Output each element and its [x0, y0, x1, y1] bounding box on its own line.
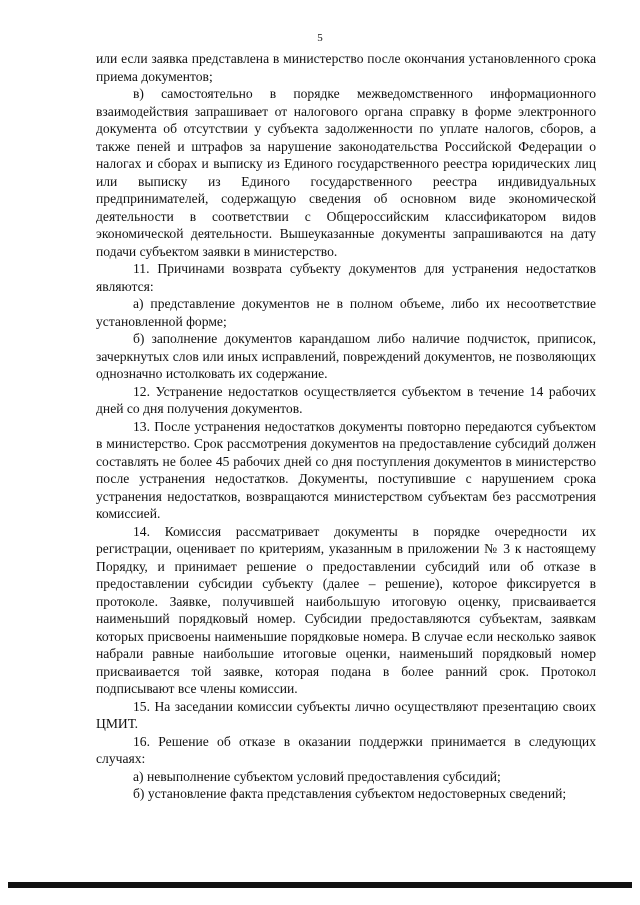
paragraph-item-11: 11. Причинами возврата субъекту документов для устранения недостатков являются: [96, 261, 596, 294]
paragraph-item-16: 16. Решение об отказе в оказании поддержки принимается в следующих случаях: [96, 733, 596, 766]
paragraph-subitem-a: а) представление документов не в полном объеме, либо их несоответствие установленной форме; [96, 296, 596, 329]
paragraph-subitem-v: в) самостоятельно в порядке межведомственного информационного взаимодействия запрашивает от налогового органа справку в форме электронного документа об отсутствии у субъекта задолженности по уплате налогов, сборов, а также пеней и штрафов за нарушение законодательства Российской Федерации о налогах и сборах и выписку из Единого государственного реестра юридических лиц или выписку из Единого государственного реестра индивидуальных предпринимателей, содержащую сведения об основном виде экономической деятельности в соответствии с Общероссийским классификатором видов экономической деятельности. Вышеуказанные документы запрашиваются на дату подачи субъектом заявки в министерство. [96, 86, 596, 259]
document-body [96, 50, 596, 803]
paragraph-item-14: 14. Комиссия рассматривает документы в порядке очередности их регистрации, оценивает по критериям, указанным в приложении № 3 к настоящему Порядку, и принимает решение о предоставлении субсидий или об отказе в предоставлении субсидии субъекту (далее – решение), которое фиксируется в протоколе. Заявке, получившей наибольшую итоговую оценку, присваивается наименьший порядковый номер. Субсидии предоставляются субъектам, заявкам которых присвоены наименьшие порядковые номера. В случае если несколько заявок набрали равные наибольшие итоговые оценки, наименьший порядковый номер присваивается той заявке, которая подана в более ранний срок. Протокол подписывают все члены комиссии. [96, 523, 596, 696]
paragraph-subitem-a-16: а) невыполнение субъектом условий предоставления субсидий; [133, 768, 501, 784]
paragraph-continuation: или если заявка представлена в министерство после окончания установленного срока приема документов; [96, 51, 596, 84]
paragraph-subitem-b-16: б) установление факта представления субъектом недостоверных сведений; [133, 786, 567, 801]
paragraph-item-15: 15. На заседании комиссии субъекты лично осуществляют презентацию своих ЦМИТ. [96, 698, 596, 731]
paragraph-item-12: 12. Устранение недостатков осуществляется субъектом в течение 14 рабочих дней со дня получения документов. [96, 383, 596, 416]
page-number: 5 [317, 32, 323, 44]
paragraph-item-13: 13. После устранения недостатков документы повторно передаются субъектом в министерство. Срок рассмотрения документов на предоставление субсидий должен составлять не более 45 рабочих дней со дня поступления документов в министерство после устранения недостатков. Документы, поступившие с нарушением срока устранения недостатков, возвращаются министерством субъектам без рассмотрения комиссией. [96, 418, 596, 521]
page-bottom-rule [8, 882, 632, 888]
paragraph-subitem-b: б) заполнение документов карандашом либо наличие подчисток, приписок, зачеркнутых слов или иных исправлений, повреждений документов, не позволяющих однозначно истолковать их содержание. [96, 331, 596, 381]
